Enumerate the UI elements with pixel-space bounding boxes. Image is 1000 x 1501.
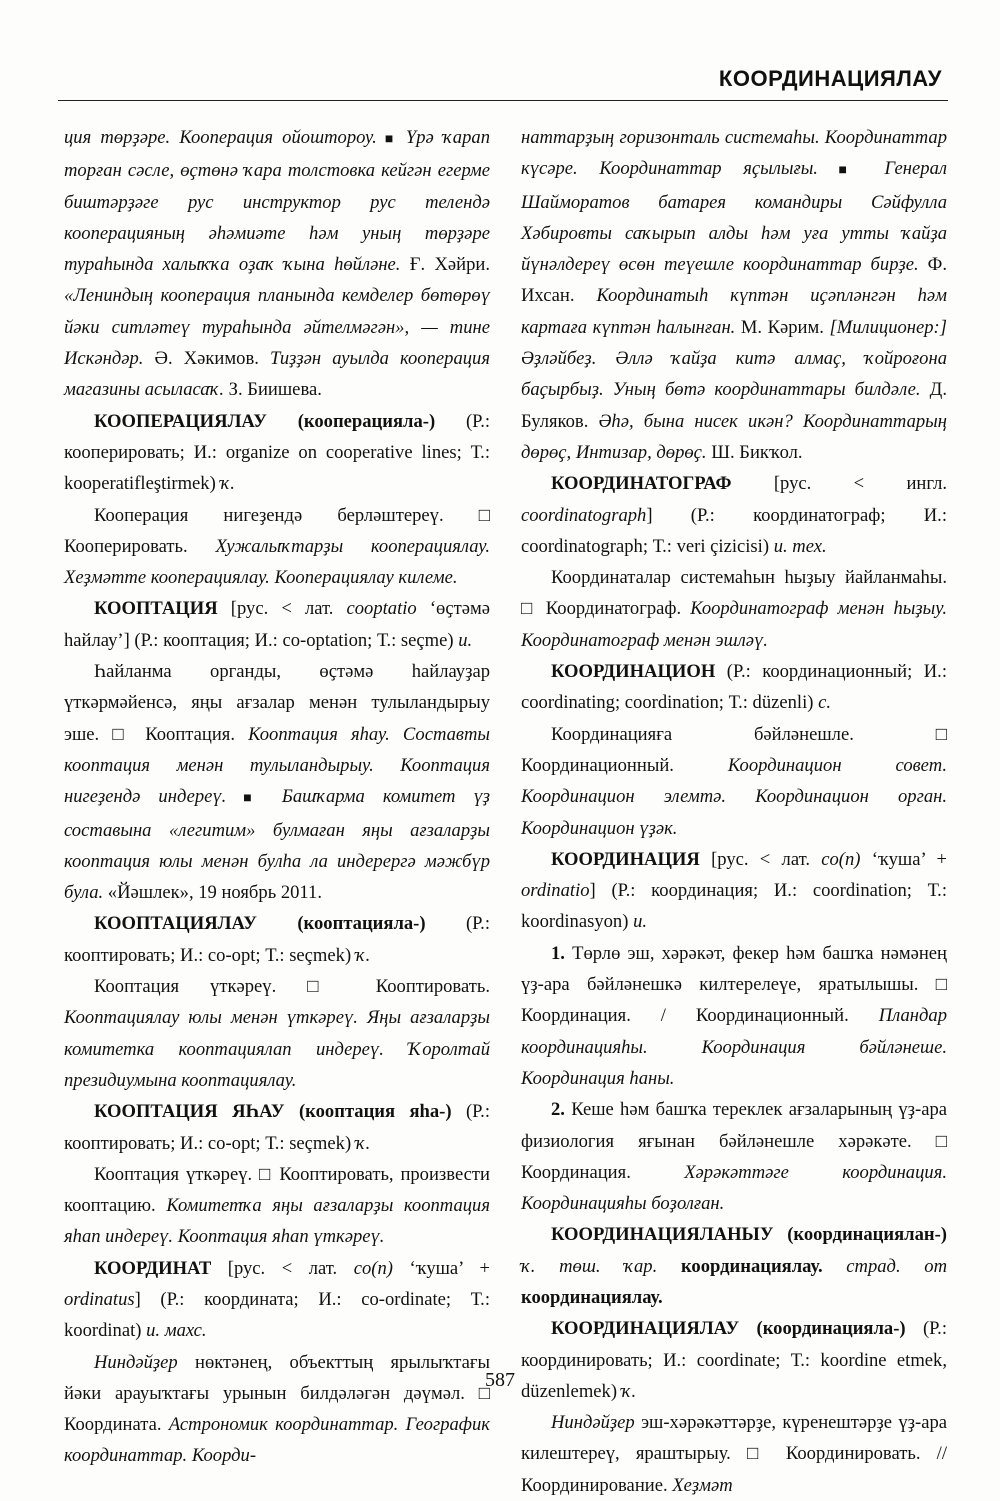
entry-text: ‘ҡуша’ + [392,1257,491,1279]
entry-text: (Р.: кооптировать; И.: co-opt; Т.: seçmek) [64,913,490,966]
entry-text: Координировать. // Координирование. [521,1443,947,1496]
square-icon: □ [478,1382,490,1404]
dictionary-entry [64,122,490,406]
square-icon: □ [746,1443,770,1465]
entry-text: ] (Р.: координата; И.: co-ordinate; Т.: koordinat) [64,1288,490,1342]
square-icon: □ [935,723,947,745]
headword: КООРДИНАЦИЯЛАУ (координациялa-) [551,1318,906,1340]
dictionary-entry [521,938,947,1094]
entry-text: Координатограф. [536,598,691,620]
italic-text: страд. от [846,1255,948,1277]
dictionary-entry [64,1159,490,1253]
entry-text: Координаталар системаһын һыҙыу йайланмаһы. [551,567,947,589]
entry-text: Координационный. [521,754,728,776]
entry-text: Ғ. Хәйри. [400,254,490,276]
italic-text: Хеҙмәт [672,1474,733,1496]
italic-text: «Лениндың кооперация планында кемделер бөтөрөү йәки ситләтеү тураһында әйтелмәгән», — тине Искәндәр. [64,285,490,370]
italic-text: Кооптациялау юлы менән үткәреү. Яңы ағзаларҙы комитетка кооптациялап индереү. Ҡоролтай президиумына кооптациялау. [64,1007,490,1091]
italic-text: Ниндәйҙер [551,1412,635,1434]
dictionary-entry [64,908,490,971]
entry-text: ] (Р.: координация; И.: coordination; Т.: koordinasyon) [521,880,947,933]
italic-text: Генерал Шайморатов батарея командиры Сәйфулла Хәбировты саҡырып алды һәм уға утты ҡайҙа йүнәлдереү өсөн теүешле координаттар бирҙе. [521,158,947,276]
entry-text: эш-хәрәкәттәрҙе, күренештәрҙе үҙ-ара килештереү, яраштырыу. [521,1412,947,1465]
entry-text [823,1256,847,1277]
italic-text: Ниндәйҙер [94,1351,178,1373]
entry-text: ] (Р.: координатограф; И.: coordinatograph; Т.: veri çizicisi) [521,504,947,557]
left-column [64,122,490,1472]
italic-text: Хужалыҡтарҙы кооперациялау. Хеҙмәтте кооперациялау. Кооперациялау килеме. [64,535,490,589]
italic-text: co(n) [353,1257,393,1279]
entry-text: Ш. Бикҡол. [706,441,803,463]
headword: КООПТАЦИЯ [94,598,218,620]
italic-text: co(n) [821,848,861,870]
page-number: 587 [485,1369,515,1391]
entry-text: Кооптация. [132,723,249,745]
dictionary-entry [521,1313,947,1407]
italic-text: Хәрәкәттәге координация. Координацияһы боҙолған. [521,1161,947,1215]
entry-text: Координата. [64,1414,169,1436]
square-icon: □ [307,976,345,998]
italic-text: Әһә, бына нисек икән? Координаттарың дөрөҫ, Интизар, дөрөҫ. [521,410,947,463]
italic-text: с. [818,692,832,714]
dictionary-entry [521,468,947,562]
italic-text: Тиҙҙән ауылда кооперация магазины асыласаҡ. [64,348,490,401]
italic-text: Кооптация яһау. Составты кооптация менән тулыландырыу. Кооптация нигеҙендә индереү. [64,723,490,808]
entry-text: Кооптация үткәреү. [94,1163,260,1185]
entry-text: Кооперировать. [64,535,216,557]
headword: КООПТАЦИЯ ЯҺАУ (кооптация яһа-) [94,1101,452,1123]
entry-text: (Р.: координационный; И.: coordinating; coordination; Т.: düzenli) [521,661,947,714]
entry-text: М. Кәрим. [735,316,830,338]
entry-text: нөктәнең, объекттың ярылыҡтағы йәки арауыҡтағы урынын билдәләгән дәүмәл. [64,1351,490,1404]
dictionary-entry [64,500,490,594]
italic-text: Координатограф менән һыҙыу. Координатограф менән эшләү. [521,598,947,651]
italic-text: [Милиционер:] Әҙләйбеҙ. Әллә ҡайҙа китә алмаҫ, ҡойроғона баҫырбыҙ. Уның бөтә координаттары билдәле. [521,316,947,401]
entry-text: Һайланма органды, өҫтәмә һайлауҙар үткәрмәйенсә, яңы ағзалар менән тулыландырыу эше. [64,661,490,745]
italic-text: ҡ. [355,1132,371,1154]
italic-text: cooptatio [346,598,417,620]
italic-text: Координатыһ күптән иҫәпләнгән һәм картаға күптән һалынған. [521,285,947,338]
headword: КООРДИНАЦИОН [551,661,716,683]
italic-text: ҡ. [355,944,371,966]
italic-text: и. махс. [146,1320,207,1342]
entry-text: Кооптировать, произвести кооптацию. [64,1163,490,1217]
headword: КООРДИНАЦИЯЛАНЫУ (координациялан-) [551,1224,947,1246]
entry-text: [рус. < лат. [699,848,822,870]
dictionary-entry [521,844,947,938]
italic-text: ordinatio [521,880,590,902]
headword: КООПТАЦИЯЛАУ (кооптацияла-) [94,913,426,935]
dictionary-entry [64,971,490,1096]
entry-text: [рус. < ингл. [731,473,947,495]
italic-text: ҡ. төш. ҡар. [521,1255,658,1277]
square-icon: □ [478,504,490,526]
dictionary-entry [64,406,490,500]
italic-text: Үрә ҡарап торған сәсле, өҫтөнә ҡара толстовка кейгән егерме биштәрҙәге рус инструктор рус телендә кооперацияның әһәмиәте һәм уның төрҙәре тураһында халыҡҡа оҙаҡ ҡына һөйләне. [64,127,490,276]
entry-text: Координация. / Координационный. [521,1005,879,1027]
entry-text [657,1256,681,1277]
italic-text: ҡ. [220,473,235,495]
italic-text: и. [633,911,648,933]
dictionary-entry [521,1407,947,1501]
italic-text: Башҡарма комитет үҙ составына «легитим» булмаған яңы ағзаларҙы кооптация юлы менән булһа ла индерергә мәжбүр була. [64,786,491,904]
headword: координациялау. [680,1255,823,1277]
entry-text: Кооптировать. [344,976,490,998]
square-icon: □ [521,598,537,620]
black-square-icon: ■ [226,791,282,807]
entry-text: Ә. Хәкимов. [143,348,270,370]
entry-text: Кеше һәм башҡа тереклек ағзаларының үҙ-ара физиология яғынан бәйләнешле хәрәкәте. [521,1099,947,1152]
dictionary-entry [521,122,947,468]
headword: КООРДИНАЦИЯ [551,848,700,870]
dictionary-entry [521,562,947,656]
italic-text: Комитетҡа яңы ағзаларҙы кооптация яһап индереү. Кооптация яһап үткәреү. [64,1195,490,1248]
headword: КООРДИНАТОГРАФ [551,473,732,495]
entry-text: «Йәшлек», 19 ноябрь 2011. [103,882,322,904]
entry-text: (Р.: кооперировать; И.: organize on cooperative lines; Т.: kooperatifleştirmek) [64,410,491,495]
entry-text: [рус. < лат. [217,598,347,620]
entry-text: Координация. [521,1161,685,1183]
dictionary-entry [521,719,947,844]
italic-text: Астрономик координаттар. Географик координаттар. Коорди- [64,1414,490,1467]
dictionary-entry [64,656,490,908]
right-column [521,122,947,1501]
header-rule [58,100,948,101]
italic-text: ция төрҙәре. Кооперация ойоштороу. [64,127,377,148]
dictionary-entry [64,1096,490,1159]
entry-text: Кооптация үткәреү. [94,976,308,998]
italic-text: coordinatograph [521,504,647,526]
entry-text: Ф. Ихсан. [521,254,947,307]
black-square-icon: ■ [817,163,885,179]
running-head: КООРДИНАЦИЯЛАУ [718,66,942,91]
entry-text: ‘өҫтәмә һайлау’] (Р.: кооптация; И.: co-optation; Т.: seçme) [64,598,490,651]
entry-text: [рус. < лат. [211,1257,354,1279]
entry-text: Координацияға бәйләнешле. [551,723,936,745]
square-icon: □ [935,974,947,996]
italic-text: и. тех. [773,535,827,557]
headword: координациялау. [521,1286,663,1308]
italic-text: Координацион совет. Координацион элемтә. Координацион орган. Координацион үҙәк. [521,754,947,839]
headword: 1. [551,942,565,964]
headword: КООРДИНАТ [94,1257,212,1279]
dictionary-entry [64,1253,490,1347]
entry-text: (Р.: координировать; И.: coordinate; Т.: koordine etmek, düzenlemek) [521,1318,947,1402]
entry-text: З. Биишева. [224,379,322,401]
dictionary-entry [521,1219,947,1313]
dictionary-entry [521,1094,947,1219]
dictionary-entry [64,1347,490,1472]
entry-text: ‘ҡуша’ + [860,848,948,870]
italic-text: ordinatus [64,1288,135,1310]
italic-text: наттарҙың горизонталь системаһы. Координаттар күсәре. Координаттар яҫылығы. [521,127,947,180]
italic-text: Пландар координацияһы. Координация бәйләнеше. Координация һаны. [521,1005,947,1089]
square-icon: □ [259,1163,273,1185]
italic-text: и. [458,629,473,651]
entry-text: (Р.: кооптировать; И.: co-opt; Т.: seçmek) [64,1101,490,1154]
entry-text: Д. Буляков. [521,379,947,432]
headword: 2. [551,1099,565,1121]
headword: КООПЕРАЦИЯЛАУ (кооперацияла-) [94,410,436,432]
dictionary-entry [521,656,947,719]
dictionary-entry [64,593,490,656]
italic-text: ҡ. [621,1380,637,1402]
black-square-icon: ■ [376,132,406,147]
entry-text: Кооперация нигеҙендә берләштереү. [94,504,479,526]
entry-text: Төрлө эш, хәрәкәт, фекер һәм башҡа нәмәнең үҙ-ара бәйләнешкә килтерелеүе, ярaтылышы. [521,942,947,996]
square-icon: □ [935,1130,947,1152]
square-icon: □ [112,723,133,745]
